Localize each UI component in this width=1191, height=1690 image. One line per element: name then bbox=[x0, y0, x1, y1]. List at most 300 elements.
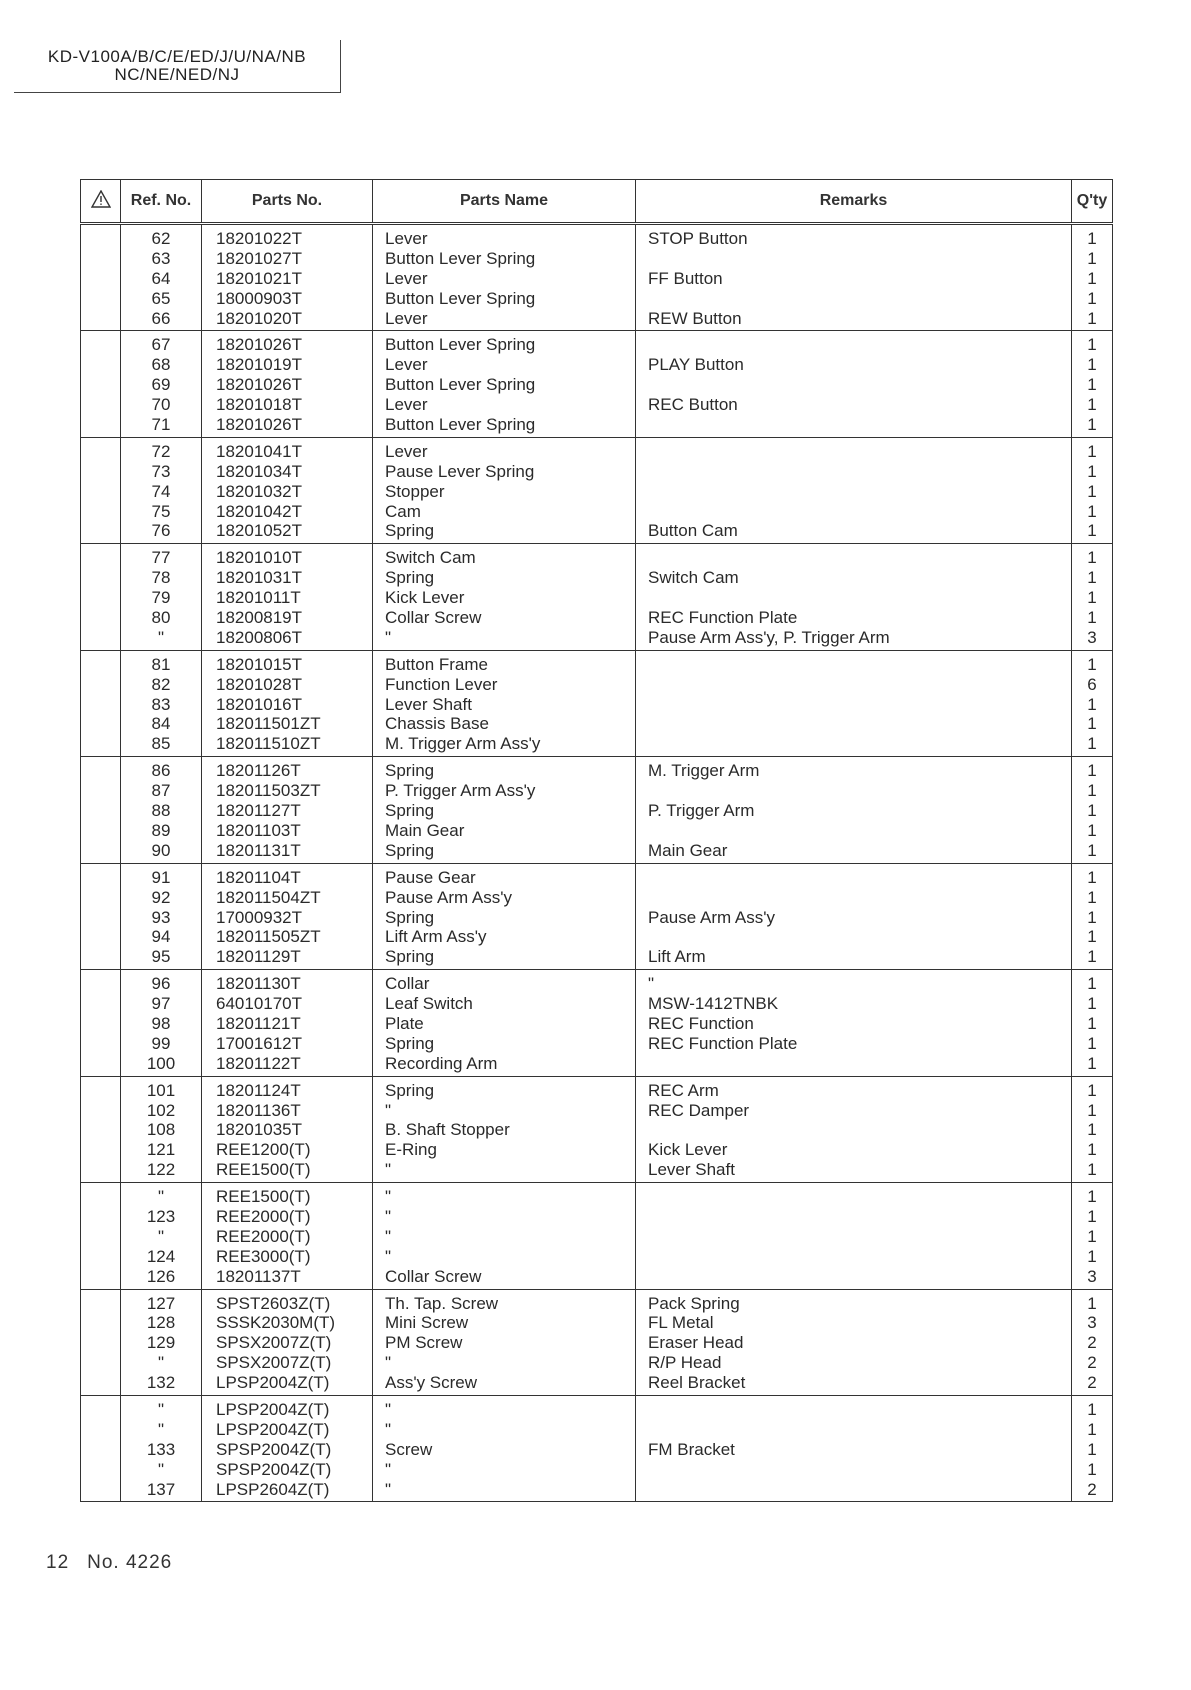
parts-no-cell bbox=[202, 1289, 373, 1395]
warning-cell bbox=[81, 1289, 121, 1395]
ref-no-value: 81 bbox=[151, 654, 171, 674]
warning-mark bbox=[81, 395, 120, 415]
warning-mark bbox=[81, 714, 120, 734]
parts-name-value: Screw bbox=[385, 1439, 433, 1459]
remarks-value: Lever Shaft bbox=[648, 1160, 735, 1180]
parts-name-value: Lever bbox=[385, 308, 428, 328]
warning-mark bbox=[81, 761, 120, 781]
warning-mark bbox=[81, 462, 120, 482]
remarks-cell bbox=[636, 970, 1072, 1076]
qty-value: 1 bbox=[1087, 1053, 1097, 1073]
ref-no-value: 96 bbox=[151, 974, 171, 994]
parts-no-cell bbox=[202, 224, 373, 331]
parts-name-value: Spring bbox=[385, 568, 435, 588]
parts-no-cell bbox=[202, 757, 373, 863]
ref-no-cell bbox=[121, 970, 202, 1076]
qty-value: 1 bbox=[1087, 1459, 1097, 1479]
qty-value: 1 bbox=[1087, 441, 1097, 461]
table-row-group bbox=[81, 650, 1113, 756]
qty-value: 2 bbox=[1087, 1373, 1097, 1393]
parts-name-cell bbox=[373, 1395, 636, 1501]
ref-no-value: 71 bbox=[151, 415, 171, 435]
warning-mark bbox=[81, 1207, 120, 1227]
warning-mark bbox=[81, 548, 120, 568]
warning-mark bbox=[81, 1400, 120, 1420]
parts-no-value: SSSK2030M(T) bbox=[216, 1313, 336, 1333]
qty-value: 1 bbox=[1087, 781, 1097, 801]
remarks-cell bbox=[636, 331, 1072, 437]
warning-mark bbox=[81, 781, 120, 801]
qty-value: 1 bbox=[1087, 335, 1097, 355]
remarks-value: FF Button bbox=[648, 268, 723, 288]
remarks-value bbox=[636, 675, 1071, 695]
warning-mark bbox=[81, 868, 120, 888]
parts-name-value: Th. Tap. Screw bbox=[385, 1293, 499, 1313]
parts-name-value: Spring bbox=[385, 521, 435, 541]
parts-no-value: SPSP2004Z(T) bbox=[216, 1459, 332, 1479]
parts-name-value: Pause Lever Spring bbox=[385, 461, 535, 481]
parts-name-value: Spring bbox=[385, 1080, 435, 1100]
remarks-value: " bbox=[648, 974, 655, 994]
warning-cell bbox=[81, 970, 121, 1076]
warning-mark bbox=[81, 628, 120, 648]
qty-value: 1 bbox=[1087, 548, 1097, 568]
remarks-value: Reel Bracket bbox=[648, 1373, 746, 1393]
qty-value: 1 bbox=[1087, 288, 1097, 308]
ref-no-value: " bbox=[157, 1419, 165, 1439]
ref-no-value: 121 bbox=[146, 1140, 176, 1160]
parts-no-value: 18201126T bbox=[216, 761, 301, 781]
parts-no-value: LPSP2004Z(T) bbox=[216, 1419, 330, 1439]
qty-value: 3 bbox=[1087, 1266, 1097, 1286]
qty-value: 1 bbox=[1087, 1399, 1097, 1419]
parts-name-cell bbox=[373, 331, 636, 437]
qty-value: 1 bbox=[1087, 501, 1097, 521]
remarks-value: Button Cam bbox=[648, 521, 738, 541]
remarks-value bbox=[636, 1120, 1071, 1140]
ref-no-value: 64 bbox=[151, 268, 171, 288]
warning-mark bbox=[81, 1227, 120, 1247]
remarks-value: Kick Lever bbox=[648, 1140, 728, 1160]
remarks-value bbox=[636, 868, 1071, 888]
warning-mark bbox=[81, 1460, 120, 1480]
remarks-value: FM Bracket bbox=[648, 1439, 735, 1459]
ref-no-value: 128 bbox=[146, 1313, 176, 1333]
remarks-value: R/P Head bbox=[648, 1353, 722, 1373]
qty-value: 1 bbox=[1087, 521, 1097, 541]
warning-mark bbox=[81, 695, 120, 715]
ref-no-value: 84 bbox=[151, 714, 171, 734]
warning-mark bbox=[81, 994, 120, 1014]
parts-name-value: Lever bbox=[385, 441, 428, 461]
warning-mark bbox=[81, 1140, 120, 1160]
qty-cell bbox=[1072, 757, 1113, 863]
ref-no-value: 66 bbox=[151, 308, 171, 328]
parts-no-value: 18201021T bbox=[216, 268, 303, 288]
parts-no-value: 18201026T bbox=[216, 375, 303, 395]
remarks-value: REC Function bbox=[648, 1013, 754, 1033]
model-header bbox=[14, 40, 341, 93]
parts-no-value: 18201032T bbox=[216, 481, 303, 501]
parts-name-value: Pause Gear bbox=[385, 867, 476, 887]
qty-value: 1 bbox=[1087, 1419, 1097, 1439]
qty-value: 1 bbox=[1087, 694, 1097, 714]
ref-no-cell bbox=[121, 1395, 202, 1501]
ref-no-value: " bbox=[157, 1459, 165, 1479]
header-parts-no: Parts No. bbox=[202, 180, 373, 224]
ref-no-value: 129 bbox=[146, 1333, 176, 1353]
parts-no-value: 18201131T bbox=[216, 840, 301, 860]
ref-no-value: 91 bbox=[151, 867, 171, 887]
table-row-group bbox=[81, 1076, 1113, 1182]
ref-no-value: 83 bbox=[151, 694, 171, 714]
ref-no-value: 68 bbox=[151, 355, 171, 375]
parts-name-cell bbox=[373, 970, 636, 1076]
warning-mark bbox=[81, 335, 120, 355]
qty-value: 2 bbox=[1087, 1479, 1097, 1499]
warning-mark bbox=[81, 1120, 120, 1140]
remarks-value: FL Metal bbox=[648, 1313, 714, 1333]
qty-value: 1 bbox=[1087, 1140, 1097, 1160]
warning-mark bbox=[81, 927, 120, 947]
warning-mark bbox=[81, 521, 120, 541]
parts-name-value: E-Ring bbox=[385, 1140, 437, 1160]
warning-mark bbox=[81, 801, 120, 821]
remarks-value bbox=[636, 821, 1071, 841]
parts-name-value: Collar bbox=[385, 974, 430, 994]
table-row-group bbox=[81, 970, 1113, 1076]
qty-value: 1 bbox=[1087, 840, 1097, 860]
qty-value: 1 bbox=[1087, 268, 1097, 288]
parts-name-value: Lever bbox=[385, 355, 428, 375]
qty-value: 1 bbox=[1087, 568, 1097, 588]
remarks-value bbox=[636, 927, 1071, 947]
parts-no-value: 18201052T bbox=[216, 521, 303, 541]
remarks-value: Pause Arm Ass'y bbox=[648, 907, 776, 927]
parts-name-value: Stopper bbox=[385, 481, 445, 501]
ref-no-value: 102 bbox=[146, 1100, 176, 1120]
qty-value: 1 bbox=[1087, 1120, 1097, 1140]
parts-name-value: Spring bbox=[385, 947, 435, 967]
header-parts-name: Parts Name bbox=[373, 180, 636, 224]
parts-no-value: 182011501ZT bbox=[216, 714, 321, 734]
warning-mark bbox=[81, 1294, 120, 1314]
parts-no-value: SPSX2007Z(T) bbox=[216, 1353, 332, 1373]
qty-value: 1 bbox=[1087, 1080, 1097, 1100]
parts-name-value: Chassis Base bbox=[385, 714, 489, 734]
remarks-value: Switch Cam bbox=[648, 568, 739, 588]
parts-no-value: 18201122T bbox=[216, 1053, 301, 1073]
qty-value: 2 bbox=[1087, 1353, 1097, 1373]
parts-name-cell bbox=[373, 224, 636, 331]
warning-cell bbox=[81, 1395, 121, 1501]
parts-name-value: " bbox=[385, 627, 392, 647]
qty-value: 1 bbox=[1087, 248, 1097, 268]
parts-no-value: REE1200(T) bbox=[216, 1140, 311, 1160]
remarks-value bbox=[636, 1247, 1071, 1267]
remarks-cell bbox=[636, 1076, 1072, 1182]
parts-no-value: 18201124T bbox=[216, 1080, 301, 1100]
remarks-value bbox=[636, 289, 1071, 309]
parts-name-value: Lift Arm Ass'y bbox=[385, 927, 487, 947]
warning-mark bbox=[81, 1247, 120, 1267]
warning-triangle-icon bbox=[91, 190, 111, 213]
parts-name-value: Spring bbox=[385, 907, 435, 927]
qty-value: 1 bbox=[1087, 994, 1097, 1014]
qty-value: 1 bbox=[1087, 375, 1097, 395]
warning-mark bbox=[81, 734, 120, 754]
qty-cell bbox=[1072, 331, 1113, 437]
ref-no-value: 133 bbox=[146, 1439, 176, 1459]
parts-no-value: 18201103T bbox=[216, 820, 301, 840]
parts-name-value: Lever bbox=[385, 229, 428, 248]
ref-no-value: 85 bbox=[151, 734, 171, 754]
parts-name-value: " bbox=[385, 1187, 392, 1207]
warning-mark bbox=[81, 502, 120, 522]
ref-no-value: 123 bbox=[146, 1206, 176, 1226]
remarks-value bbox=[636, 462, 1071, 482]
parts-name-value: Lever Shaft bbox=[385, 694, 472, 714]
parts-name-cell bbox=[373, 544, 636, 650]
remarks-value bbox=[636, 482, 1071, 502]
remarks-value: REC Function Plate bbox=[648, 1033, 798, 1053]
ref-no-value: 90 bbox=[151, 840, 171, 860]
parts-no-value: 182011510ZT bbox=[216, 734, 321, 754]
qty-value: 1 bbox=[1087, 734, 1097, 754]
warning-mark bbox=[81, 1034, 120, 1054]
warning-mark bbox=[81, 415, 120, 435]
remarks-value bbox=[636, 1460, 1071, 1480]
remarks-value bbox=[636, 1227, 1071, 1247]
header-ref-no: Ref. No. bbox=[121, 180, 202, 224]
parts-no-value: LPSP2604Z(T) bbox=[216, 1479, 330, 1499]
parts-name-value: Function Lever bbox=[385, 674, 498, 694]
parts-name-value: Collar Screw bbox=[385, 608, 482, 628]
warning-mark bbox=[81, 908, 120, 928]
ref-no-value: 78 bbox=[151, 568, 171, 588]
parts-no-value: 18201026T bbox=[216, 415, 303, 435]
ref-no-value: 63 bbox=[151, 248, 171, 268]
remarks-value: STOP Button bbox=[648, 229, 748, 248]
remarks-value bbox=[636, 1267, 1071, 1287]
qty-value: 1 bbox=[1087, 608, 1097, 628]
ref-no-value: 79 bbox=[151, 588, 171, 608]
parts-no-value: 18201015T bbox=[216, 654, 303, 674]
parts-no-value: 18201130T bbox=[216, 974, 301, 994]
parts-name-value: Plate bbox=[385, 1013, 424, 1033]
warning-mark bbox=[81, 1420, 120, 1440]
parts-name-cell bbox=[373, 757, 636, 863]
parts-name-value: Lever bbox=[385, 395, 428, 415]
qty-value: 1 bbox=[1087, 1439, 1097, 1459]
remarks-value: Eraser Head bbox=[648, 1333, 744, 1353]
ref-no-cell bbox=[121, 331, 202, 437]
qty-value: 1 bbox=[1087, 395, 1097, 415]
warning-mark bbox=[81, 269, 120, 289]
warning-mark bbox=[81, 1267, 120, 1287]
ref-no-value: 80 bbox=[151, 608, 171, 628]
parts-name-value: " bbox=[385, 1479, 392, 1499]
parts-name-value: Button Lever Spring bbox=[385, 335, 536, 355]
parts-no-value: LPSP2004Z(T) bbox=[216, 1373, 330, 1393]
qty-value: 2 bbox=[1087, 1333, 1097, 1353]
ref-no-value: 122 bbox=[146, 1160, 176, 1180]
ref-no-value: 126 bbox=[146, 1266, 176, 1286]
ref-no-value: 73 bbox=[151, 461, 171, 481]
ref-no-value: " bbox=[157, 1353, 165, 1373]
warning-mark bbox=[81, 375, 120, 395]
warning-mark bbox=[81, 888, 120, 908]
parts-no-cell bbox=[202, 1183, 373, 1289]
table-row-group bbox=[81, 1289, 1113, 1395]
remarks-value bbox=[636, 335, 1071, 355]
remarks-cell bbox=[636, 224, 1072, 331]
qty-value: 1 bbox=[1087, 461, 1097, 481]
parts-no-cell bbox=[202, 331, 373, 437]
qty-value: 1 bbox=[1087, 867, 1097, 887]
remarks-value bbox=[636, 588, 1071, 608]
remarks-value bbox=[636, 655, 1071, 675]
warning-mark bbox=[81, 1313, 120, 1333]
ref-no-value: 101 bbox=[146, 1080, 176, 1100]
remarks-value: REC Function Plate bbox=[648, 608, 798, 628]
warning-mark bbox=[81, 355, 120, 375]
qty-cell bbox=[1072, 650, 1113, 756]
qty-value: 1 bbox=[1087, 801, 1097, 821]
remarks-cell bbox=[636, 544, 1072, 650]
remarks-cell bbox=[636, 1395, 1072, 1501]
warning-cell bbox=[81, 437, 121, 543]
ref-no-cell bbox=[121, 863, 202, 969]
ref-no-value: 132 bbox=[146, 1373, 176, 1393]
remarks-value: Lift Arm bbox=[648, 947, 706, 967]
qty-value: 1 bbox=[1087, 229, 1097, 248]
parts-no-value: 18201027T bbox=[216, 248, 303, 268]
ref-no-cell bbox=[121, 224, 202, 331]
parts-no-value: 18200806T bbox=[216, 627, 303, 647]
ref-no-value: 94 bbox=[151, 927, 171, 947]
parts-no-value: 18201034T bbox=[216, 461, 303, 481]
qty-cell bbox=[1072, 1076, 1113, 1182]
ref-no-value: 70 bbox=[151, 395, 171, 415]
warning-cell bbox=[81, 1076, 121, 1182]
remarks-value bbox=[636, 734, 1071, 754]
parts-no-value: 18201028T bbox=[216, 674, 303, 694]
parts-no-value: 18201026T bbox=[216, 335, 303, 355]
ref-no-value: 124 bbox=[146, 1246, 176, 1266]
parts-no-value: 64010170T bbox=[216, 994, 303, 1014]
parts-no-value: 17000932T bbox=[216, 907, 303, 927]
table-row-group bbox=[81, 1395, 1113, 1501]
qty-value: 1 bbox=[1087, 1206, 1097, 1226]
warning-cell bbox=[81, 650, 121, 756]
parts-no-value: 18201020T bbox=[216, 308, 303, 328]
parts-no-value: SPSX2007Z(T) bbox=[216, 1333, 332, 1353]
parts-name-value: P. Trigger Arm Ass'y bbox=[385, 781, 536, 801]
ref-no-value: 137 bbox=[146, 1479, 176, 1499]
parts-no-value: 18201035T bbox=[216, 1120, 303, 1140]
ref-no-value: 67 bbox=[151, 335, 171, 355]
parts-no-cell bbox=[202, 1395, 373, 1501]
ref-no-value: 100 bbox=[146, 1053, 176, 1073]
parts-name-value: " bbox=[385, 1206, 392, 1226]
parts-name-cell bbox=[373, 1289, 636, 1395]
parts-no-value: 18201129T bbox=[216, 947, 301, 967]
qty-cell bbox=[1072, 863, 1113, 969]
qty-value: 1 bbox=[1087, 1013, 1097, 1033]
warning-mark bbox=[81, 974, 120, 994]
warning-mark bbox=[81, 309, 120, 329]
table-row-group bbox=[81, 544, 1113, 650]
ref-no-value: 93 bbox=[151, 907, 171, 927]
qty-cell bbox=[1072, 1395, 1113, 1501]
warning-cell bbox=[81, 331, 121, 437]
table-row-group bbox=[81, 224, 1113, 331]
qty-cell bbox=[1072, 1183, 1113, 1289]
remarks-value bbox=[636, 548, 1071, 568]
parts-name-value: " bbox=[385, 1160, 392, 1180]
parts-no-value: REE3000(T) bbox=[216, 1246, 311, 1266]
warning-mark bbox=[81, 1373, 120, 1393]
ref-no-value: 69 bbox=[151, 375, 171, 395]
table-row-group bbox=[81, 437, 1113, 543]
qty-value: 1 bbox=[1087, 1187, 1097, 1207]
parts-name-value: Ass'y Screw bbox=[385, 1373, 478, 1393]
ref-no-value: 127 bbox=[146, 1293, 176, 1313]
warning-cell bbox=[81, 544, 121, 650]
qty-value: 1 bbox=[1087, 355, 1097, 375]
remarks-value: Main Gear bbox=[648, 840, 728, 860]
remarks-value bbox=[636, 781, 1071, 801]
qty-cell bbox=[1072, 437, 1113, 543]
table-row-group bbox=[81, 863, 1113, 969]
qty-value: 3 bbox=[1087, 1313, 1097, 1333]
remarks-value: REC Button bbox=[648, 395, 738, 415]
parts-name-value: " bbox=[385, 1353, 392, 1373]
warning-mark bbox=[81, 1101, 120, 1121]
remarks-value bbox=[636, 249, 1071, 269]
model-line-1: KD-V100A/B/C/E/ED/J/U/NA/NB bbox=[47, 47, 307, 66]
parts-name-cell bbox=[373, 863, 636, 969]
parts-no-value: REE1500(T) bbox=[216, 1160, 311, 1180]
ref-no-value: 92 bbox=[151, 887, 171, 907]
parts-name-cell bbox=[373, 650, 636, 756]
qty-value: 1 bbox=[1087, 654, 1097, 674]
ref-no-value: 86 bbox=[151, 761, 171, 781]
ref-no-value: 89 bbox=[151, 820, 171, 840]
warning-mark bbox=[81, 821, 120, 841]
remarks-value bbox=[636, 1480, 1071, 1500]
qty-value: 1 bbox=[1087, 887, 1097, 907]
parts-no-value: 18201016T bbox=[216, 694, 303, 714]
warning-mark bbox=[81, 568, 120, 588]
warning-mark bbox=[81, 1081, 120, 1101]
warning-mark bbox=[81, 608, 120, 628]
parts-no-value: 18200819T bbox=[216, 608, 303, 628]
parts-no-value: REE2000(T) bbox=[216, 1206, 311, 1226]
qty-value: 1 bbox=[1087, 1293, 1097, 1313]
warning-mark bbox=[81, 588, 120, 608]
parts-name-value: Recording Arm bbox=[385, 1053, 498, 1073]
parts-no-value: 18201031T bbox=[216, 568, 303, 588]
qty-value: 1 bbox=[1087, 927, 1097, 947]
table-row-group bbox=[81, 331, 1113, 437]
ref-no-value: 76 bbox=[151, 521, 171, 541]
remarks-value bbox=[636, 888, 1071, 908]
parts-no-value: 18201018T bbox=[216, 395, 303, 415]
remarks-cell bbox=[636, 1289, 1072, 1395]
parts-name-value: Mini Screw bbox=[385, 1313, 469, 1333]
